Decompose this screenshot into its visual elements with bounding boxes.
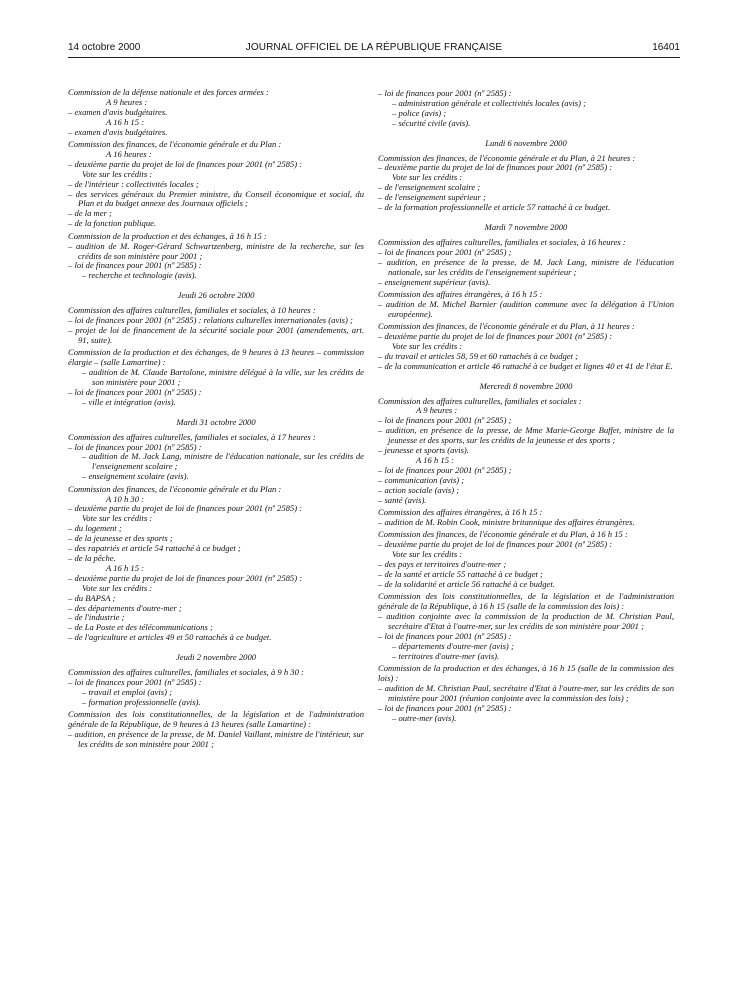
day-heading: Jeudi 26 octobre 2000 <box>177 290 255 301</box>
commission-heading: Commission de la production et des échanges, à 16 h 15 : <box>68 230 267 241</box>
agenda-item: – de la jeunesse et des sports ; <box>68 533 173 544</box>
day-heading: Mardi 7 novembre 2000 <box>484 221 568 232</box>
session-time: A 10 h 30 : <box>106 493 145 504</box>
agenda-item: – audition, en présence de la presse, de M. Daniel Vaillant, ministre de l'intérieur, sur les crédits de son ministère pour 2001 ; <box>68 728 364 749</box>
page-header <box>68 42 680 56</box>
vote-heading: Vote sur les crédits : <box>392 172 463 183</box>
agenda-item: – de la pêche. <box>68 552 116 563</box>
agenda-subitem: – formation professionnelle (avis). <box>82 696 201 707</box>
commission-heading: Commission des affaires culturelles, familiales et sociales, à 17 heures : <box>68 431 316 442</box>
commission-heading: Commission de la production et des échanges, de 9 heures à 13 heures – commission élargie – (salle Lamartine) : <box>68 347 364 368</box>
agenda-item: – deuxième partie du projet de loi de finances pour 2001 (nº 2585) : <box>378 331 613 342</box>
commission-heading: Commission des affaires culturelles, familiales et sociales, à 10 heures : <box>68 305 316 316</box>
agenda-item: – de la formation professionnelle et article 57 rattaché à ce budget. <box>378 202 611 213</box>
agenda-item: – audition de M. Michel Barnier (audition commune avec la délégation à l'Union européenne). <box>378 298 674 319</box>
agenda-item: – de la communication et article 46 rattaché à ce budget et lignes 40 et 41 de l'état E. <box>378 360 673 371</box>
agenda-item: – examen d'avis budgétaires. <box>68 126 168 137</box>
agenda-item: – des pays et territoires d'outre-mer ; <box>378 559 507 570</box>
agenda-item: – de la santé et article 55 rattaché à ce budget ; <box>378 568 543 579</box>
agenda-subitem: – administration générale et collectivités locales (avis) ; <box>392 97 587 108</box>
journal-title: JOURNAL OFFICIEL DE LA RÉPUBLIQUE FRANÇAISE <box>245 42 503 53</box>
agenda-item: – loi de finances pour 2001 (nº 2585) : <box>68 441 202 452</box>
commission-heading: Commission de la production et des échanges, à 16 h 15 (salle de la commission des lois) : <box>378 663 674 684</box>
day-heading: Lundi 6 novembre 2000 <box>485 137 567 148</box>
agenda-item: – loi de finances pour 2001 (nº 2585) : <box>68 676 202 687</box>
agenda-item: – de l'enseignement scolaire ; <box>378 182 481 193</box>
commission-heading: Commission des affaires étrangères, à 16 h 15 : <box>378 288 543 299</box>
agenda-item: – deuxième partie du projet de loi de finances pour 2001 (nº 2585) : <box>68 503 303 514</box>
agenda-item: – des services généraux du Premier ministre, du Conseil économique et social, du Plan et du budget annexe des Journaux officiels ; <box>68 188 364 209</box>
vote-heading: Vote sur les crédits : <box>82 513 153 524</box>
agenda-item: – santé (avis). <box>378 494 427 505</box>
agenda-item: – loi de finances pour 2001 (nº 2585) ; <box>378 246 512 257</box>
agenda-subitem: – territoires d'outre-mer (avis). <box>392 650 500 661</box>
agenda-item: – loi de finances pour 2001 (nº 2585) : relations culturelles internationales (avis) ; <box>68 315 353 326</box>
page-number: 16401 <box>652 42 680 53</box>
agenda-item: – loi de finances pour 2001 (nº 2585) : <box>68 386 202 397</box>
agenda-item: – du BAPSA ; <box>68 592 116 603</box>
agenda-item: – des rapatriés et article 54 rattaché à ce budget ; <box>68 543 241 554</box>
day-heading: Mardi 31 octobre 2000 <box>176 416 256 427</box>
agenda-item: – audition, en présence de la presse, de M. Jack Lang, ministre de l'éducation nationale, sur les crédits de l'enseignement supérieur ; <box>378 256 674 277</box>
header-date: 14 octobre 2000 <box>68 42 141 53</box>
day-heading: Mercredi 8 novembre 2000 <box>479 380 573 391</box>
agenda-subitem: – ville et intégration (avis). <box>82 396 176 407</box>
agenda-item: – audition, en présence de la presse, de Mme Marie-George Buffet, ministre de la jeunesse et des sports, sur les crédits de la jeunesse et des sports ; <box>378 425 674 446</box>
session-time: A 16 h 15 : <box>106 116 145 127</box>
agenda-item: – action sociale (avis) ; <box>378 484 460 495</box>
agenda-item: – des départements d'outre-mer ; <box>68 602 182 613</box>
agenda-item: – du logement ; <box>68 523 122 534</box>
session-time: A 16 h 15 : <box>416 455 455 465</box>
agenda-item: – de l'intérieur : collectivités locales ; <box>68 178 199 189</box>
agenda-item: – loi de finances pour 2001 (nº 2585) : <box>378 630 512 641</box>
agenda-item: – loi de finances pour 2001 (nº 2585) : <box>378 702 512 713</box>
agenda-subitem: – travail et emploi (avis) ; <box>82 686 172 697</box>
agenda-item: – de l'agriculture et articles 49 et 50 rattachés à ce budget. <box>68 632 272 643</box>
agenda-item: – audition de M. Christian Paul, secrétaire d'Etat à l'outre-mer, sur les crédits de son ministère pour 2001 (réunion conjointe avec la commission des lois) ; <box>378 682 674 703</box>
agenda-subitem: – recherche et technologie (avis). <box>82 270 197 281</box>
agenda-item: – de La Poste et des télécommunications ; <box>68 622 213 633</box>
commission-heading: Commission des finances, de l'économie générale et du Plan : <box>68 483 282 494</box>
agenda-item: – deuxième partie du projet de loi de finances pour 2001 (nº 2585) : <box>378 162 613 173</box>
header-rule <box>68 57 680 58</box>
vote-heading: Vote sur les crédits : <box>392 549 463 560</box>
agenda-item: – deuxième partie du projet de loi de finances pour 2001 (nº 2585) : <box>68 572 303 583</box>
commission-heading: Commission des lois constitutionnelles, de la législation et de l'administration générale de la République, à 16 h 15 (salle de la commission des lois) : <box>378 591 674 612</box>
agenda-item: – audition conjointe avec la commission de la production de M. Christian Paul, secrétaire d'Etat à l'outre-mer, sur les crédits de son ministère pour 2001 ; <box>378 611 674 631</box>
session-time: A 9 heures : <box>416 405 458 416</box>
commission-heading: Commission des affaires étrangères, à 16 h 15 : <box>378 507 543 518</box>
agenda-item: – loi de finances pour 2001 (nº 2585) ; <box>378 464 512 475</box>
agenda-item: – enseignement supérieur (avis). <box>378 276 491 287</box>
agenda-subitem: – audition de M. Claude Bartolone, ministre délégué à la ville, sur les crédits de son ministère pour 2001 ; <box>82 367 364 387</box>
commission-heading: Commission des finances, de l'économie générale et du Plan, à 16 h 15 : <box>378 529 628 540</box>
agenda-item: – loi de finances pour 2001 (nº 2585) ; <box>378 415 512 426</box>
vote-heading: Vote sur les crédits : <box>82 582 153 593</box>
left-column <box>68 88 364 750</box>
agenda-item: – audition de M. Roger-Gérard Schwartzenberg, ministre de la recherche, sur les crédits de son ministère pour 2001 ; <box>68 240 364 261</box>
agenda-item: – loi de finances pour 2001 (nº 2585) : <box>68 260 202 271</box>
agenda-item: – jeunesse et sports (avis). <box>378 445 469 456</box>
right-column <box>378 89 674 724</box>
vote-heading: Vote sur les crédits : <box>82 168 153 179</box>
agenda-subitem: – police (avis) ; <box>392 107 447 118</box>
agenda-item: – projet de loi de financement de la sécurité sociale pour 2001 (amendements, art. 91, suite). <box>68 324 364 345</box>
agenda-subitem: – audition de M. Jack Lang, ministre de l'éducation nationale, sur les crédits de l'enseignement scolaire ; <box>82 451 364 472</box>
commission-heading: Commission de la défense nationale et des forces armées : <box>68 87 269 97</box>
agenda-item: – loi de finances pour 2001 (nº 2585) : <box>378 88 512 98</box>
session-time: A 16 h 15 : <box>106 562 145 573</box>
session-time: A 9 heures : <box>106 96 148 107</box>
day-heading: Jeudi 2 novembre 2000 <box>175 652 257 663</box>
vote-heading: Vote sur les crédits : <box>392 340 463 351</box>
agenda-item: – deuxième partie du projet de loi de finances pour 2001 (nº 2585) : <box>378 539 613 550</box>
agenda-subitem: – sécurité civile (avis). <box>392 117 471 128</box>
agenda-item: – communication (avis) ; <box>378 474 465 485</box>
agenda-item: – deuxième partie du projet de loi de finances pour 2001 (nº 2585) : <box>68 158 303 169</box>
agenda-item: – audition de M. Robin Cook, ministre britannique des affaires étrangères. <box>378 516 635 527</box>
commission-heading: Commission des affaires culturelles, familiales et sociales : <box>378 395 582 406</box>
commission-heading: Commission des affaires culturelles, familiales et sociales, à 9 h 30 : <box>68 667 304 678</box>
commission-heading: Commission des affaires culturelles, familiales et sociales, à 16 heures : <box>378 236 626 247</box>
commission-heading: Commission des lois constitutionnelles, de la législation et de l'administration générale de la République, de 9 heures à 13 heures (salle Lamartine) : <box>68 709 364 730</box>
commission-heading: Commission des finances, de l'économie générale et du Plan, à 21 heures : <box>378 152 636 163</box>
agenda-subitem: – départements d'outre-mer (avis) ; <box>392 640 514 651</box>
agenda-item: – de l'industrie ; <box>68 612 125 623</box>
agenda-item: – de la solidarité et article 56 rattaché à ce budget. <box>378 578 555 589</box>
session-time: A 16 heures : <box>106 148 152 159</box>
agenda-item: – de la fonction publique. <box>68 218 157 229</box>
agenda-item: – du travail et articles 58, 59 et 60 rattachés à ce budget ; <box>378 350 579 361</box>
agenda-subitem: – enseignement scolaire (avis). <box>82 471 189 482</box>
commission-heading: Commission des finances, de l'économie générale et du Plan : <box>68 139 282 150</box>
agenda-item: – de la mer ; <box>68 208 112 219</box>
agenda-item: – examen d'avis budgétaires. <box>68 106 168 117</box>
agenda-subitem: – outre-mer (avis). <box>392 712 457 723</box>
commission-heading: Commission des finances, de l'économie générale et du Plan, à 11 heures : <box>378 321 635 332</box>
agenda-item: – de l'enseignement supérieur ; <box>378 192 486 203</box>
